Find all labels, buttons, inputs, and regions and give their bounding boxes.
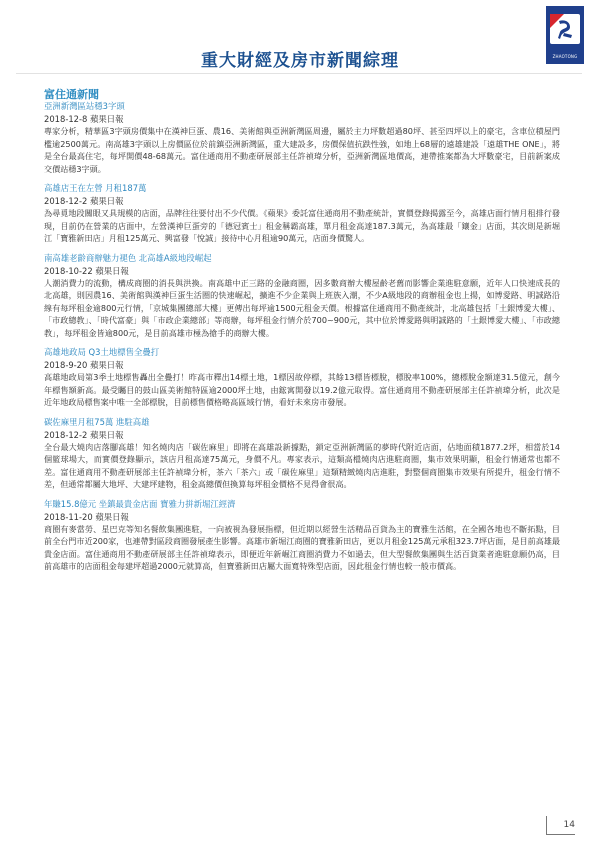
news-article	[44, 346, 560, 409]
article-meta: 2018-11-20 蘋果日報	[44, 511, 129, 522]
article-meta: 2018-9-20 蘋果日報	[44, 360, 124, 370]
news-article	[44, 100, 560, 175]
article-headline: 年賺15.8億元 坐鎮最貴金店面 寶雅力拼新堀江經濟	[44, 498, 236, 509]
news-article	[44, 182, 560, 245]
article-body: 人潮消費力的流動，構成商圈的消長與洪換。南高雄中正三路的金融商圈，因多數商辦大樓屋齡老舊而影響企業進駐意願，近年人口快速成長的北高雄，則因農16、美術館與漢神巨蛋生活圈的快速崛起，擴進不少企業與上班族入潮，不少A級地段的商辦租金也上揚，如博愛路、明誠路沿線有每坪租金逾800元行情，「京城集團總部大樓」更傳出每坪逾1500元租金天價。根據富住通商用不動產統計，北高雄包括「土銀博愛大樓」、「市政總教」、「時代富豪」與「市政企業總部」等商辦，每坪租金行情介於700~900元，其中位於博愛路與明誠路的「土銀博愛大樓」、「市政總教」，每坪租金皆逾800元，是目前高雄市極為搶手的商辦大樓。	[44, 277, 560, 338]
article-headline: 碳佐麻里月租75萬 進駐高雄	[44, 416, 150, 427]
article-body: 商圈有麥當勞、星巴克等知名餐飲集團進駐，一向被視為發展指標，但近期以經營生活精品百貨為主的寶雅生活館，在全國各地也不斷拓點，目前全台門市近200家，也連帶對區段商圈發展產生影響。高雄市新堀江商圈的寶雅新田店，更以月租金125萬元承租323.7坪店面，是目前高雄最貴金店面。富住通商用不動產研展部主任許禎瑋表示，即便近年新崛江商圈消費力不如過去，但大型餐飲集團與生活百貨業者進駐意願仍高，目前高雄市的店面租金每建坪超過2000元就算高，但寶雅新田店屬大面寬特殊型店面，因此租金行情也較一般市價高。	[44, 523, 560, 571]
article-body: 全台最大燒肉店落腳高雄！知名燒肉店「碳佐麻里」即將在高雄設新據點，鎖定亞洲新灣區的夢時代附近店面，佔地面積1877.2坪，相當於14個籃球場大，而實價登錄顯示，該店月租高達75萬元，身價不凡。專家表示，這類高檔燒肉店進駐商圈，集市效果明顯，租金行情通常也都不差。富住通商用不動產研展部主任許禎瑋分析，茶六「茶六」或「碳佐麻里」這類精緻燒肉店進駐，對整個商圈集市效果有所提升，租金行情不差，但通常都屬大地坪、大建坪建物，租金高總價但換算每坪租金價格不見得會很高。	[44, 441, 560, 489]
article-body: 專家分析，精華區3字頭房價集中在漢神巨蛋、農16、美術館與亞洲新灣區周邊，屬於主力坪數超過80坪、甚至四坪以上的豪宅，含車位積屋門檻逾2500萬元。南高雄3字頭以上房價區位於前鎮亞洲新灣區，重大建設多，房價保值抗跌性強，如地上68層的遠雄建設「遠雄THE ONE」，將是全台最高住宅，每坪開價48-68萬元。富住通商用不動產研展部主任許禎瑋分析，亞洲新灣區地價高，連帶推案都為大坪數豪宅，目前新案成交價站穩3字頭。	[44, 126, 560, 174]
news-list	[44, 100, 560, 580]
article-meta: 2018-10-22 蘋果日報	[44, 265, 129, 276]
article-headline: 高雄店王在左營 月租187萬	[44, 183, 147, 193]
news-article	[44, 252, 560, 340]
article-body: 高雄地政局第3季土地標售轟出全疊打！昨高市釋出14標土地，1標因故停標，其餘13標皆標脫，標脫率100%，總標脫金額達31.5億元，創今年標售額新高。最受矚目的鼓山區美術館特區逾2000坪土地，由鋐寓開發以19.2億元取得。富住通商用不動產研展部主任許禎瑋分析，此次是近年地政局標售案中唯一全部標脫，目前標售價格略高區域行情，看好未來房市發展。	[44, 372, 560, 407]
article-headline: 亞洲新灣區站穩3字頭	[44, 101, 125, 111]
logo-text: ZHAOTONG	[552, 54, 578, 59]
article-headline: 高雄地政局 Q3土地標售全疊打	[44, 347, 160, 357]
article-meta: 2018-12-2 蘋果日報	[44, 196, 124, 206]
page-title: 重大財經及房市新聞綜理	[201, 51, 399, 71]
section-label: 富住通新聞	[44, 88, 99, 101]
page-number: 14	[546, 816, 575, 835]
news-article	[44, 498, 560, 573]
article-meta: 2018-12-2 蘋果日報	[44, 429, 124, 440]
article-meta: 2018-12-8 蘋果日報	[44, 114, 124, 124]
news-article	[44, 416, 560, 491]
article-body: 為尋覓地段關眼又具規模的店面，品牌往往要付出不少代價。《蘋果》委託富住通商用不動產統計，實價登錄揭露至今，高雄店面行情月租排行發現，目前仍在營業的店面中，左營漢神巨蛋旁的「德冠賓士」租金稱霸高雄，單月租金高達187.3萬元，為高雄最「鑲金」店面，其次則是新堀江「寶雅新田店」月租125萬元、興富發「悅誠」接待中心月租逾90萬元，店面身價驚人。	[44, 208, 560, 243]
shield-icon	[555, 18, 575, 40]
article-headline: 南高雄老齡商辦魅力褪色 北高雄A級地段崛起	[44, 252, 212, 263]
title-divider	[16, 73, 582, 74]
